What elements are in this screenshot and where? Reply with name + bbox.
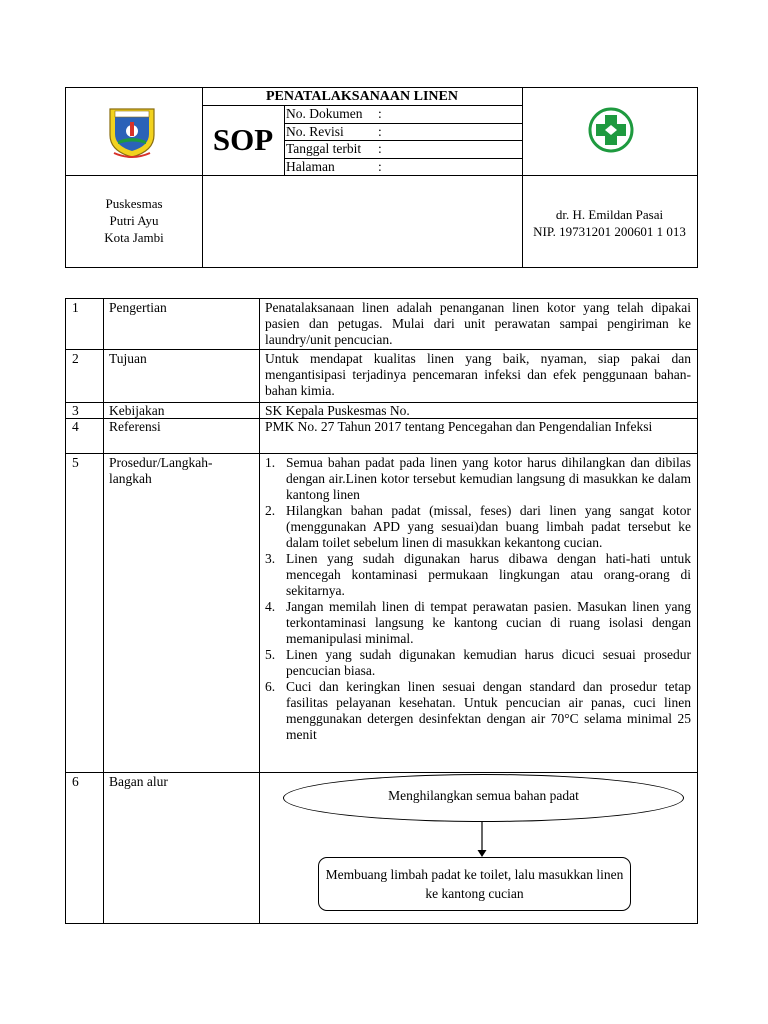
list-item: 6. Cuci dan keringkan linen sesuai dengan standard dan prosedur tetap fasilitas pelayanan kesehatan. Untuk pencucian air panas, cuci linen menggunakan detergen desinfektan dengan air 70°C selama minimal 25 menit [265,679,691,742]
puskesmas-cross-logo [586,105,636,155]
meta-label: No. Revisi [286,124,344,139]
list-item: 3. Linen yang sudah digunakan harus dibawa dengan hati-hati untuk mencegah kontaminasi permukaan lingkungan atau orang-orang di sekitarnya. [265,551,691,598]
divider [66,175,697,176]
institution-line: Putri Ayu [109,213,159,228]
flow-step-text: Menghilangkan semua bahan padat [388,788,579,803]
meta-tanggal-terbit [284,141,522,157]
meta-value: : [378,159,382,174]
row-text: Penatalaksanaan linen adalah penanganan linen kotor yang telah dipakai pasien dan petugas. Mulai dari unit perawatan sampai pengiriman ke laundry/unit pencucian. [265,300,691,347]
row-label: Referensi [109,419,161,434]
institution-line: Puskesmas [105,196,163,211]
step-text: Jangan memilah linen di tempat perawatan pasien. Masukan linen yang terkontaminasi langsung ke kantong cucian di ruang isolasi dengan memanipulasi minimal. [286,599,691,646]
list-item: 2. Hilangkan bahan padat (missal, feses) dari linen yang sangat kotor (menggunakan APD yang sesuai)dan buang limbah padat tersebut ke dalam toilet sebelum linen di masukkan kekantong cucian. [265,503,691,550]
row-label: Kebijakan [109,403,165,418]
divider [66,772,697,773]
meta-value: : [378,141,382,156]
meta-no-revisi [284,124,522,140]
meta-value: : [378,124,382,139]
divider [66,349,697,350]
row-label: Pengertian [109,300,167,315]
institution-name [66,195,202,246]
step-text: Linen yang sudah digunakan kemudian harus dicuci sesuai prosedur pencucian biasa. [286,647,691,678]
divider [66,453,697,454]
meta-label: Halaman [286,159,335,174]
flow-step-text: Membuang limbah padat ke toilet, lalu masukkan linen ke kantong cucian [325,867,624,901]
sop-content-table [65,298,698,924]
row-label: Tujuan [109,351,147,366]
row-label: Bagan alur [109,774,168,789]
meta-value: : [378,106,382,121]
step-text: Semua bahan padat pada linen yang kotor harus dihilangkan dan dibilas dengan air.Linen kotor tersebut kemudian langsung di masukkan ke dalam kantong linen [286,455,691,502]
signer-nip: NIP. 19731201 200601 1 013 [533,224,686,239]
row-text: PMK No. 27 Tahun 2017 tentang Pencegahan dan Pengendalian Infeksi [265,419,653,434]
divider [522,88,523,267]
kota-jambi-logo [106,105,158,159]
step-text: Cuci dan keringkan linen sesuai dengan standard dan prosedur tetap fasilitas pelayanan kesehatan. Untuk pencucian air panas, cuci linen menggunakan detergen desinfektan dengan air 70°C selama minimal 25 menit [286,679,691,742]
step-text: Hilangkan bahan padat (missal, feses) dari linen yang sangat kotor (menggunakan APD yang sesuai)dan buang limbah padat tersebut ke dalam toilet sebelum linen di masukkan kekantong cucian. [286,503,691,550]
row-number: 1 [72,300,79,315]
row-text: SK Kepala Puskesmas No. [265,403,410,418]
list-item: 5. Linen yang sudah digunakan kemudian harus dicuci sesuai prosedur pencucian biasa. [265,647,691,678]
document-title: PENATALAKSANAAN LINEN [265,89,458,104]
list-item: 1. Semua bahan padat pada linen yang kotor harus dihilangkan dan dibilas dengan air.Linen kotor tersebut kemudian langsung di masukkan ke dalam kantong linen [265,455,691,502]
flow-step-box [318,857,631,911]
meta-halaman [284,159,522,175]
procedure-steps [260,455,697,743]
row-number: 2 [72,351,79,366]
list-item: 4. Jangan memilah linen di tempat perawatan pasien. Masukan linen yang terkontaminasi langsung ke kantong cucian di ruang isolasi dengan memanipulasi minimal. [265,599,691,646]
divider [103,299,104,923]
meta-no-dokumen [284,106,522,122]
row-number: 4 [72,419,79,434]
sop-header [65,87,698,268]
sop-label: SOP [212,122,274,157]
institution-line: Kota Jambi [104,230,164,245]
meta-label: Tanggal terbit [286,141,362,156]
meta-label: No. Dokumen [286,106,363,121]
row-number: 6 [72,774,79,789]
row-number: 3 [72,403,79,418]
flow-arrow-down-icon [476,822,488,858]
signer-block [522,206,697,240]
row-label: Prosedur/Langkah-langkah [109,455,213,486]
signer-name: dr. H. Emildan Pasai [555,207,664,222]
steps-list [265,455,691,743]
row-number: 5 [72,455,79,470]
row-text: Untuk mendapat kualitas linen yang baik, nyaman, siap pakai dan mengantisipasi terjadinya pencemaran infeksi dan efek penggunaan bahan-bahan kimia. [265,351,691,398]
step-text: Linen yang sudah digunakan harus dibawa dengan hati-hati untuk mencegah kontaminasi permukaan lingkungan atau orang-orang di sekitarnya. [286,551,691,598]
flow-step-oval [283,774,684,822]
